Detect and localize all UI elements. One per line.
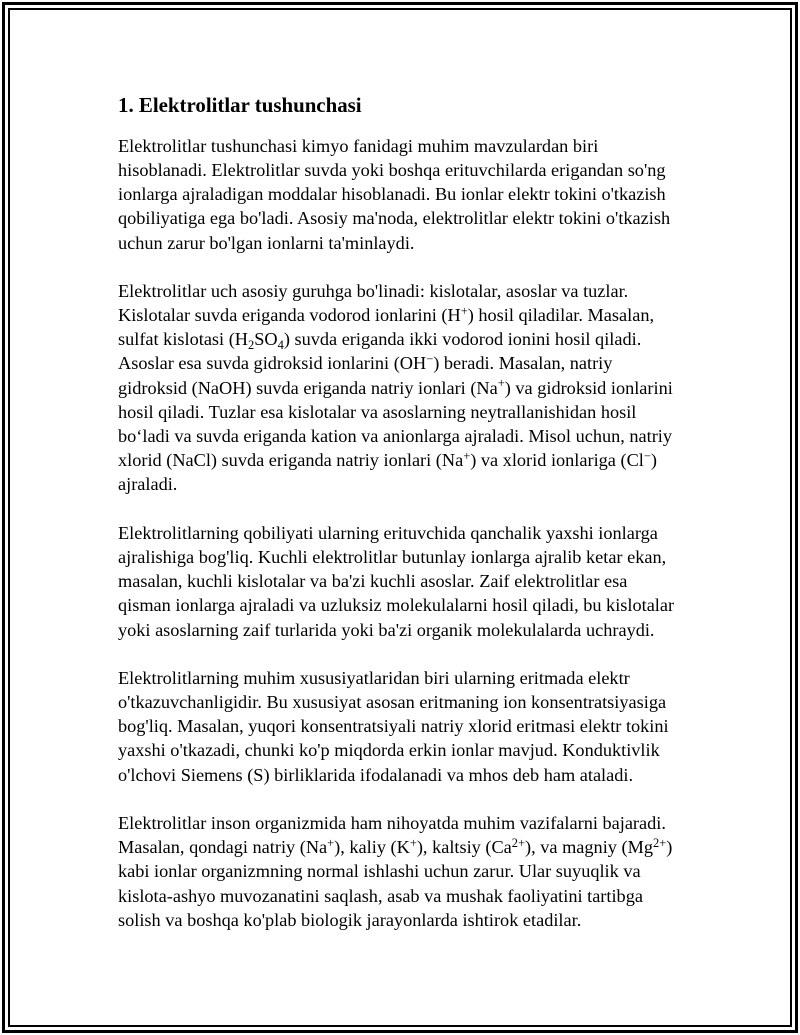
text-line [118, 400, 758, 424]
text-line [118, 521, 758, 545]
text-line [118, 690, 758, 714]
superscript: + [497, 376, 505, 391]
text-segment: Masalan, qondagi natriy (Na [118, 837, 328, 858]
text-segment: bo‘ladi va suvda eriganda kation va anionlarga ajraladi. Misol uchun, natriy [118, 426, 673, 447]
text-segment: ), va magniy (Mg [525, 837, 653, 858]
text-segment: o'lchovi Siemens (S) birliklarida ifodalanadi va mhos deb ham ataladi. [118, 764, 634, 785]
text-segment: yoki asoslarning zaif turlarida yoki ba'zi organik molekulalarda uchraydi. [118, 619, 655, 640]
text-segment: ) hosil qiladilar. Masalan, [467, 305, 655, 326]
text-segment: kabi ionlar organizmning normal ishlashi uchun zarur. Ular suyuqlik va [118, 861, 641, 882]
paragraph [118, 279, 758, 497]
text-segment: uchun zarur bo'lgan ionlarni ta'minlaydi. [118, 232, 415, 253]
text-segment: ajraladi. [118, 474, 178, 495]
text-line [118, 448, 758, 472]
text-line [118, 134, 758, 158]
text-segment: ) [650, 450, 657, 471]
text-line [118, 424, 758, 448]
document-body [118, 134, 758, 932]
superscript: + [460, 303, 468, 318]
superscript: − [643, 449, 651, 464]
text-segment: gidroksid (NaOH) suvda eriganda natriy ionlari (Na [118, 377, 498, 398]
text-line [118, 738, 758, 762]
text-segment: xlorid (NaCl) suvda eriganda natriy ionlari (Na [118, 450, 464, 471]
text-segment: hosil qiladi. Tuzlar esa kislotalar va asoslarning neytrallanishidan hosil [118, 401, 637, 422]
document-content [118, 93, 758, 956]
text-segment: Elektrolitlar uch asosiy guruhga bo'linadi: kislotalar, asoslar va tuzlar. [118, 280, 629, 301]
superscript: − [426, 352, 434, 367]
text-segment: SO [254, 329, 278, 350]
superscript: 2+ [511, 836, 526, 851]
text-line [118, 231, 758, 255]
text-segment: solish va boshqa ko'plab biologik jarayonlarda ishtirok etadilar. [118, 909, 582, 930]
text-line [118, 884, 758, 908]
superscript: + [463, 449, 471, 464]
text-line [118, 811, 758, 835]
text-line [118, 279, 758, 303]
paragraph [118, 134, 758, 255]
text-segment: kislota-ashyo muvozanatini saqlash, asab va mushak faoliyatini tartibga [118, 885, 643, 906]
text-line [118, 763, 758, 787]
text-segment: ) va xlorid ionlariga (Cl [470, 450, 644, 471]
text-segment: ), kaltsiy (Ca [416, 837, 512, 858]
text-segment: masalan, kuchli kislotalar va ba'zi kuchli asoslar. Zaif elektrolitlar esa [118, 571, 628, 592]
text-line [118, 158, 758, 182]
text-line [118, 859, 758, 883]
text-segment: bog'liq. Masalan, yuqori konsentratsiyali natriy xlorid eritmasi elektr tokini [118, 716, 669, 737]
text-line [118, 835, 758, 859]
text-segment: Elektrolitlar tushunchasi kimyo fanidagi muhim mavzulardan biri [118, 135, 599, 156]
superscript: + [409, 836, 417, 851]
text-segment: Asoslar esa suvda gidroksid ionlarini (OH [118, 353, 427, 374]
text-line [118, 666, 758, 690]
document-heading: 1. Elektrolitlar tushunchasi [118, 93, 362, 117]
text-segment: ), kaliy (K [334, 837, 410, 858]
text-line [118, 351, 758, 375]
text-segment: yaxshi o'tkazadi, chunki ko'p miqdorda erkin ionlar mavjud. Konduktivlik [118, 740, 660, 761]
text-segment: ) va gidroksid ionlarini [504, 377, 673, 398]
text-line [118, 908, 758, 932]
superscript: 2+ [652, 836, 667, 851]
text-line [118, 545, 758, 569]
text-segment: ) suvda eriganda ikki vodorod ionini hosil qiladi. [283, 329, 642, 350]
text-segment: ) [666, 837, 673, 858]
text-segment: ) beradi. Masalan, natriy [433, 353, 613, 374]
text-line [118, 182, 758, 206]
text-segment: Elektrolitlarning muhim xususiyatlaridan biri ularning eritmada elektr [118, 667, 630, 688]
text-line [118, 569, 758, 593]
text-line [118, 327, 758, 351]
text-line [118, 618, 758, 642]
text-segment: hisoblanadi. Elektrolitlar suvda yoki boshqa erituvchilarda erigandan so'ng [118, 159, 666, 180]
text-line [118, 472, 758, 496]
text-line [118, 376, 758, 400]
text-segment: qisman ionlarga ajraladi va uzluksiz molekulalarni hosil qiladi, bu kislotalar [118, 595, 675, 616]
subscript: 2 [248, 338, 255, 353]
text-segment: ionlarga ajraladigan moddalar hisoblanadi. Bu ionlar elektr tokini o'tkazish [118, 184, 666, 205]
paragraph [118, 811, 758, 932]
superscript: + [327, 836, 335, 851]
paragraph [118, 521, 758, 642]
text-segment: Elektrolitlarning qobiliyati ularning erituvchida qanchalik yaxshi ionlarga [118, 522, 658, 543]
text-segment: qobiliyatiga ega bo'ladi. Asosiy ma'noda, elektrolitlar elektr tokini o'tkazish [118, 208, 671, 229]
subscript: 4 [277, 338, 284, 353]
text-line [118, 593, 758, 617]
text-segment: o'tkazuvchanligidir. Bu xususiyat asosan eritmaning ion konsentratsiyasiga [118, 692, 667, 713]
text-line [118, 714, 758, 738]
text-line [118, 206, 758, 230]
text-segment: Elektrolitlar inson organizmida ham nihoyatda muhim vazifalarni bajaradi. [118, 813, 666, 834]
text-segment: ajralishiga bog'liq. Kuchli elektrolitlar butunlay ionlarga ajralib ketar ekan, [118, 546, 667, 567]
text-segment: Kislotalar suvda eriganda vodorod ionlarini (H [118, 305, 461, 326]
text-segment: sulfat kislotasi (H [118, 329, 248, 350]
paragraph [118, 666, 758, 787]
text-line [118, 303, 758, 327]
